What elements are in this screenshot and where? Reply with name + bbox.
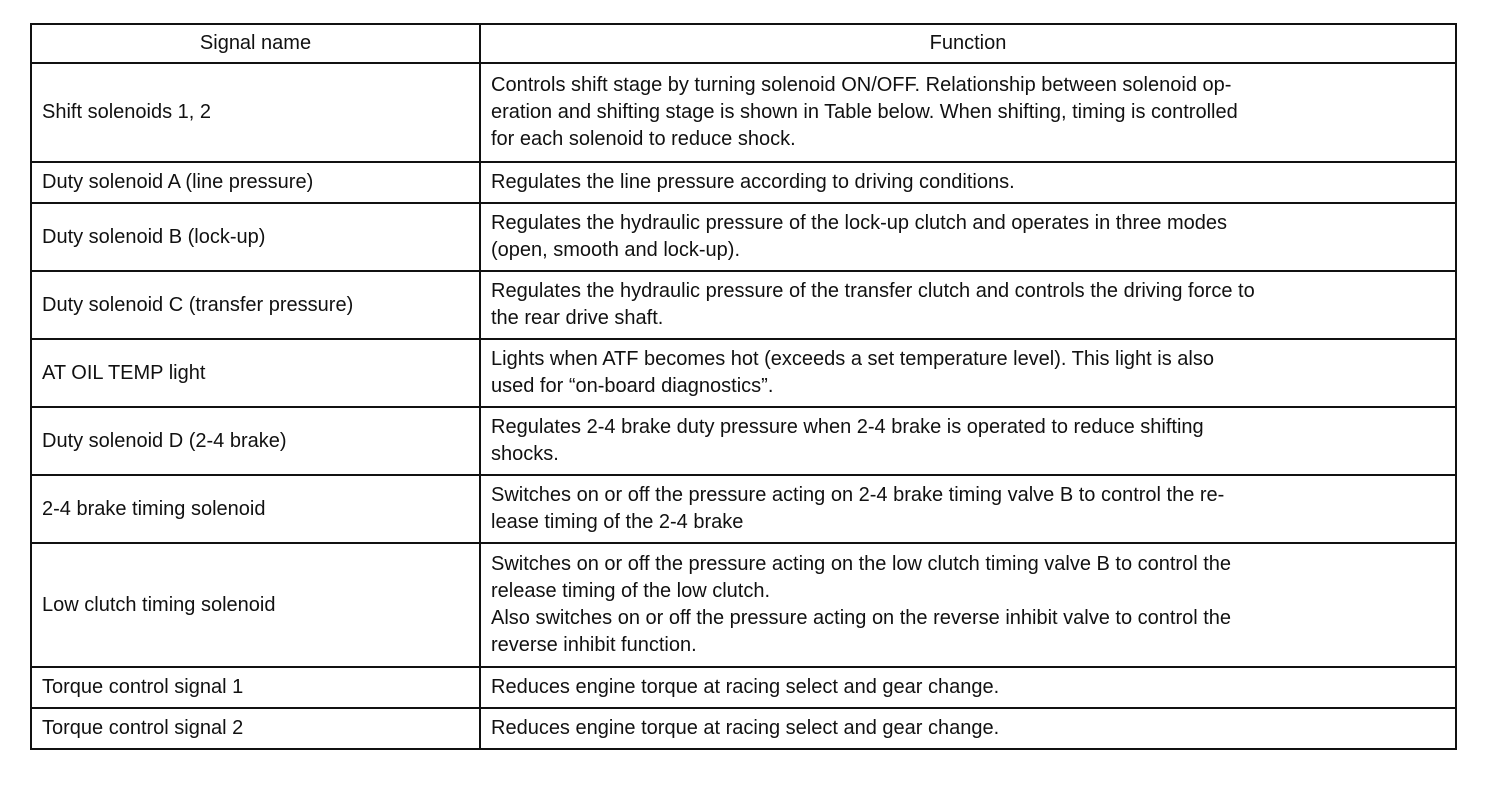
table-header-row bbox=[31, 24, 1456, 63]
function-line: Lights when ATF becomes hot (exceeds a set temperature level). This light is also bbox=[491, 348, 1214, 370]
function-line: lease timing of the 2-4 brake bbox=[491, 511, 744, 533]
function-cell bbox=[480, 162, 1456, 203]
signal-cell: Duty solenoid A (line pressure) bbox=[31, 162, 480, 203]
function-cell bbox=[480, 63, 1456, 162]
function-line: Also switches on or off the pressure acting on the reverse inhibit valve to control the bbox=[491, 607, 1232, 629]
table-row bbox=[31, 339, 1456, 407]
function-line: reverse inhibit function. bbox=[491, 634, 697, 656]
signal-cell: Torque control signal 2 bbox=[31, 708, 480, 749]
table-row bbox=[31, 203, 1456, 271]
table-row bbox=[31, 63, 1456, 162]
function-line: release timing of the low clutch. bbox=[491, 580, 771, 602]
function-line: Reduces engine torque at racing select and gear change. bbox=[491, 717, 1000, 739]
table-row bbox=[31, 475, 1456, 543]
function-line: Reduces engine torque at racing select and gear change. bbox=[491, 676, 1000, 698]
function-cell bbox=[480, 475, 1456, 543]
signal-cell: Duty solenoid B (lock-up) bbox=[31, 203, 480, 271]
signal-cell: Duty solenoid D (2-4 brake) bbox=[31, 407, 480, 475]
function-line: shocks. bbox=[491, 443, 559, 465]
signal-cell: AT OIL TEMP light bbox=[31, 339, 480, 407]
function-cell bbox=[480, 543, 1456, 667]
signal-cell: Torque control signal 1 bbox=[31, 667, 480, 708]
table-row bbox=[31, 667, 1456, 708]
function-line: Regulates 2-4 brake duty pressure when 2-4 brake is operated to reduce shifting bbox=[491, 416, 1204, 438]
function-line: (open, smooth and lock-up). bbox=[491, 239, 741, 261]
function-line: for each solenoid to reduce shock. bbox=[491, 128, 796, 150]
signal-cell: Shift solenoids 1, 2 bbox=[31, 63, 480, 162]
table-row bbox=[31, 162, 1456, 203]
signal-cell: Duty solenoid C (transfer pressure) bbox=[31, 271, 480, 339]
table-row bbox=[31, 407, 1456, 475]
function-cell bbox=[480, 203, 1456, 271]
function-line: eration and shifting stage is shown in Table below. When shifting, timing is controlled bbox=[491, 101, 1238, 123]
header-function: Function bbox=[480, 24, 1456, 63]
function-line: Regulates the hydraulic pressure of the lock-up clutch and operates in three modes bbox=[491, 212, 1227, 234]
function-line: Regulates the hydraulic pressure of the transfer clutch and controls the driving force to bbox=[491, 280, 1255, 302]
function-cell bbox=[480, 271, 1456, 339]
function-line: used for “on-board diagnostics”. bbox=[491, 375, 774, 397]
function-line: Switches on or off the pressure acting on 2-4 brake timing valve B to control the re- bbox=[491, 484, 1225, 506]
function-line: the rear drive shaft. bbox=[491, 307, 664, 329]
function-cell bbox=[480, 339, 1456, 407]
function-cell bbox=[480, 667, 1456, 708]
function-cell bbox=[480, 708, 1456, 749]
table-row bbox=[31, 543, 1456, 667]
signal-cell: 2-4 brake timing solenoid bbox=[31, 475, 480, 543]
table-row bbox=[31, 708, 1456, 749]
signal-cell: Low clutch timing solenoid bbox=[31, 543, 480, 667]
function-cell bbox=[480, 407, 1456, 475]
function-line: Regulates the line pressure according to driving conditions. bbox=[491, 171, 1015, 193]
signal-function-table-container bbox=[30, 23, 1455, 750]
header-signal-name: Signal name bbox=[31, 24, 480, 63]
signal-function-table bbox=[30, 23, 1457, 750]
function-line: Switches on or off the pressure acting on the low clutch timing valve B to control the bbox=[491, 553, 1232, 575]
table-row bbox=[31, 271, 1456, 339]
function-line: Controls shift stage by turning solenoid ON/OFF. Relationship between solenoid op- bbox=[491, 74, 1232, 96]
